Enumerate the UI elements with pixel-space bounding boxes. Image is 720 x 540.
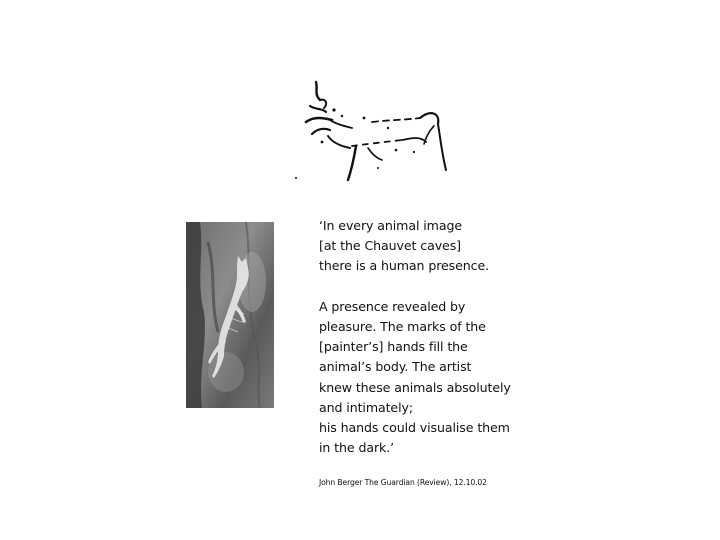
cave-animal-drawing-icon xyxy=(292,76,454,188)
quote-line: ‘In every animal image xyxy=(319,218,462,233)
stanza-gap xyxy=(319,277,579,297)
quote-line: A presence revealed by xyxy=(319,298,466,314)
quote-line: in the dark.’ xyxy=(319,440,395,456)
quote-line: his hands could visualise them xyxy=(319,419,510,435)
quote-line: [painter’s] hands fill the xyxy=(319,339,468,355)
quote-line: there is a human presence. xyxy=(319,258,490,274)
quote-block xyxy=(319,216,579,458)
quote-line: and intimately; xyxy=(319,399,413,415)
rock-art-kangaroo-photo-icon xyxy=(186,222,274,408)
quote-line: [at the Chauvet caves] xyxy=(319,238,461,254)
citation: John Berger The Guardian (Review), 12.10.02 xyxy=(319,478,487,487)
quote-line: pleasure. The marks of the xyxy=(319,318,486,334)
quote-line: knew these animals absolutely xyxy=(319,379,511,395)
quote-line: animal’s body. The artist xyxy=(319,359,472,375)
